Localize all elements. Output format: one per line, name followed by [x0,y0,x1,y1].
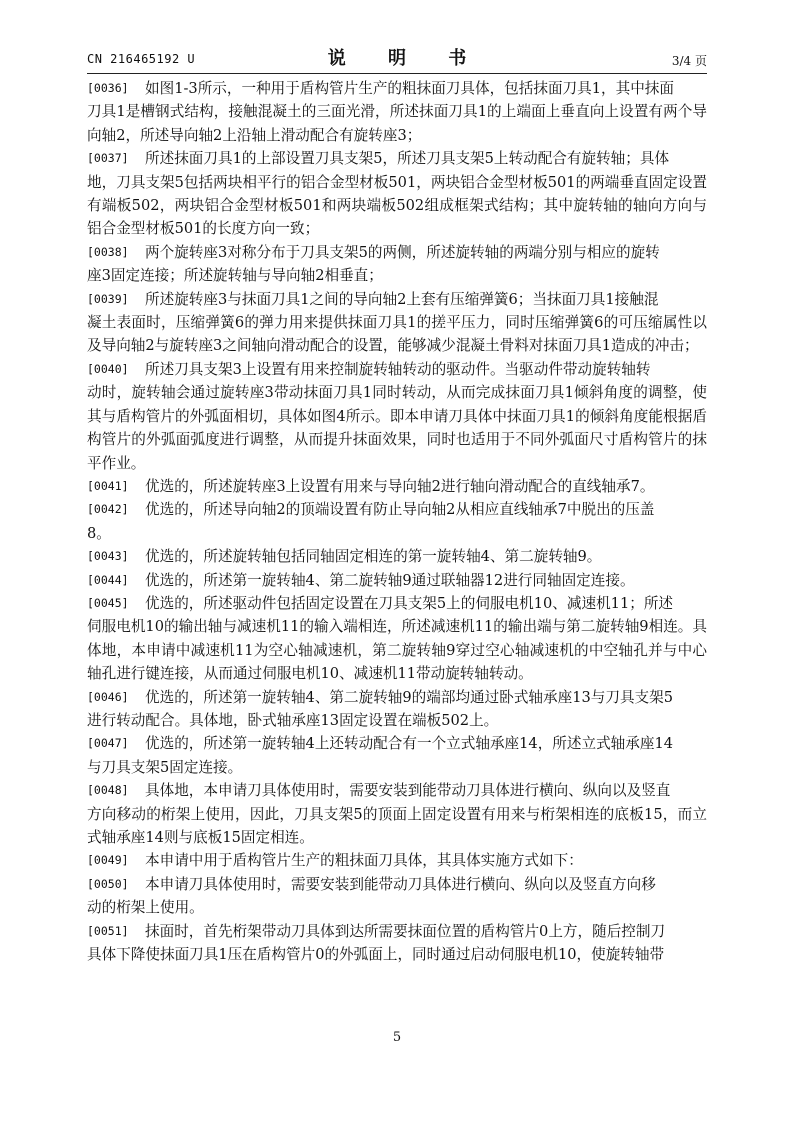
paragraph-continuation: 具体下降使抹面刀具1压在盾构管片0的外弧面上，同时通过启动伺服电机10，使旋转轴带 [87,946,665,964]
document-title: 说 明 书 [327,48,485,69]
paragraph-number: [0041] [87,478,129,493]
paragraph-continuation: 刀具1是槽钢式结构，接触混凝土的三面光滑，所述抹面刀具1的上端面上垂直向上设置有两个导向轴2，所述导向轴2上沿轴上滑动配合有旋转座3； [87,103,707,144]
paragraph-number: [0044] [87,572,129,587]
paragraph-first-line: 本申请中用于盾构管片生产的粗抹面刀具体，其具体实施方式如下： [145,852,583,870]
paragraph-first-line: 如图1-3所示，一种用于盾构管片生产的粗抹面刀具体，包括抹面刀具1，其中抹面 [145,80,674,97]
paragraph-first-line: 优选的，所述旋转座3上设置有用来与导向轴2进行轴向滑动配合的直线轴承7。 [145,477,655,495]
paragraph [87,873,707,920]
paragraph [87,241,707,288]
paragraph-first-line: 所述旋转座3与抹面刀具1之间的导向轴2上套有压缩弹簧6；当抹面刀具1接触混 [145,290,659,308]
paragraph-first-line: 优选的，所述第一旋转轴4上还转动配合有一个立式轴承座14，所述立式轴承座14 [145,735,674,753]
paragraph-first-line: 优选的，所述旋转轴包括同轴固定相连的第一旋转轴4、第二旋转轴9。 [145,548,602,566]
paragraph-text [145,475,707,498]
paragraph-continuation: 方向移动的桁架上使用，因此，刀具支架5的顶面上固定设置有用来与桁架相连的底板15，而立式轴承座14则与底板15固定相连。 [87,805,707,846]
paragraph-number: [0037] [87,151,129,166]
paragraph [87,475,707,498]
paragraph-number: [0049] [87,853,129,868]
paragraph-text [145,569,707,592]
page-header [87,44,707,72]
paragraph-number: [0046] [87,689,129,704]
paragraph-continuation: 伺服电机10的输出轴与减速机11的输入端相连，所述减速机11的输出端与第二旋转轴9相连。具体地，本申请中减速机11为空心轴减速机，第二旋转轴9穿过空心轴减速机的中空轴孔并与中心轴孔进行键连接，从而通过伺服电机10、减速机11带动旋转轴转动。 [87,618,707,683]
paragraph-number: [0050] [87,876,129,891]
paragraph-continuation: 与刀具支架5固定连接。 [87,758,243,776]
paragraph-first-line: 抹面时，首先桁架带动刀具体到达所需要抹面位置的盾构管片0上方，随后控制刀 [145,922,666,940]
paragraph-number: [0036] [87,81,129,95]
paragraph-continuation: 凝土表面时，压缩弹簧6的弹力用来提供抹面刀具1的搓平压力，同时压缩弹簧6的可压缩属性以及导向轴2与旋转座3之间轴向滑动配合的设置，能够减少混凝土骨料对抹面刀具1造成的冲击； [87,314,707,355]
paragraph [87,569,707,592]
paragraph-continuation: 动的桁架上使用。 [87,899,204,917]
paragraph-continuation: 8。 [87,524,111,542]
paragraph-text [145,849,707,872]
paragraph-first-line: 具体地，本申请刀具体使用时，需要安装到能带动刀具体进行横向、纵向以及竖直 [145,782,671,800]
paragraph-number: [0051] [87,923,129,938]
publication-number: CN 216465192 U [87,52,196,66]
paragraph-continuation: 动时，旋转轴会通过旋转座3带动抹面刀具1同时转动，从而完成抹面刀具1倾斜角度的调整，使其与盾构管片的外弧面相切，具体如图4所示。即本申请刀具体中抹面刀具1的倾斜角度能根据盾构管片的外弧面弧度进行调整，从而提升抹面效果，同时也适用于不同外弧面尺寸盾构管片的抹平作业。 [87,384,707,472]
paragraph-number: [0038] [87,244,129,259]
paragraph-continuation: 地，刀具支架5包括两块相平行的铝合金型材板501，两块铝合金型材板501的两端垂直固定设置有端板502，两块铝合金型材板501和两块端板502组成框架式结构；其中旋转轴的轴向方向与铝合金型材板501的长度方向一致； [87,173,707,238]
paragraph [87,592,707,686]
paragraph-first-line: 所述刀具支架3上设置有用来控制旋转轴转动的驱动件。当驱动件带动旋转轴转 [145,360,651,378]
paragraph [87,849,707,872]
paragraph-number: [0043] [87,549,129,564]
paragraph-first-line: 本申请刀具体使用时，需要安装到能带动刀具体进行横向、纵向以及竖直方向移 [145,875,656,893]
paragraph-number: [0047] [87,736,129,751]
paragraph [87,77,707,147]
header-rule [87,73,707,74]
paragraph-first-line: 所述抹面刀具1的上部设置刀具支架5，所述刀具支架5上转动配合有旋转轴；具体 [145,150,670,168]
paragraph [87,686,707,733]
paragraph [87,358,707,475]
paragraph [87,545,707,568]
paragraph-number: [0040] [87,361,129,376]
page-number: 5 [392,1030,402,1045]
paragraph-first-line: 优选的，所述第一旋转轴4、第二旋转轴9的端部均通过卧式轴承座13与刀具支架5 [145,688,674,706]
paragraph-number: [0048] [87,783,129,798]
paragraph [87,779,707,849]
paragraph-first-line: 优选的，所述驱动件包括固定设置在刀具支架5上的伺服电机10、减速机11；所述 [145,594,674,612]
paragraph-number: [0039] [87,291,129,306]
paragraph [87,147,707,241]
paragraph-number: [0042] [87,502,129,517]
paragraph-first-line: 优选的，所述导向轴2的顶端设置有防止导向轴2从相应直线轴承7中脱出的压盖 [145,501,655,519]
paragraph-text [145,545,707,568]
paragraph [87,498,707,545]
page-indicator: 3/4 页 [671,54,707,68]
paragraph [87,732,707,779]
paragraph [87,920,707,967]
paragraph-first-line: 两个旋转座3对称分布于刀具支架5的两侧，所述旋转轴的两端分别与相应的旋转 [145,243,660,261]
paragraph [87,288,707,358]
paragraph-number: [0045] [87,595,129,610]
paragraph-continuation: 进行转动配合。具体地，卧式轴承座13固定设置在端板502上。 [87,711,499,729]
paragraph-continuation: 座3固定连接；所述旋转轴与导向轴2相垂直； [87,267,383,285]
paragraph-first-line: 优选的，所述第一旋转轴4、第二旋转轴9通过联轴器12进行同轴固定连接。 [145,571,635,589]
document-body [87,77,707,966]
